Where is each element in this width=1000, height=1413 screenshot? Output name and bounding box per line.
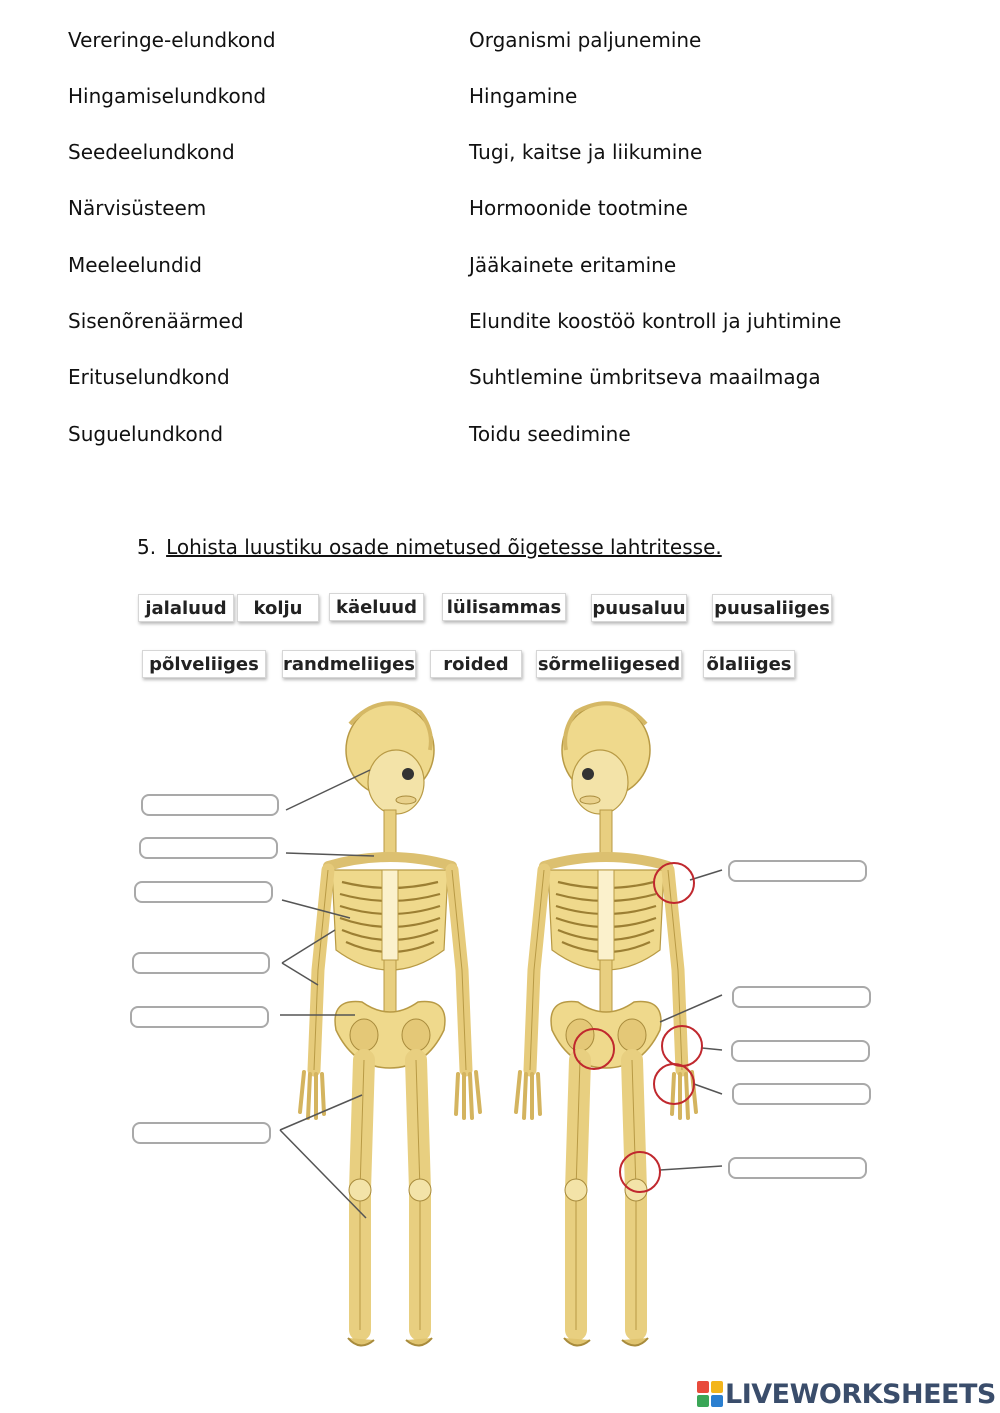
leader-line <box>694 1084 722 1094</box>
liveworksheets-logo <box>697 1378 996 1410</box>
answer-box[interactable] <box>728 1157 867 1179</box>
leader-line <box>280 1095 362 1130</box>
leader-line <box>702 1048 722 1050</box>
answer-box[interactable] <box>132 1122 271 1144</box>
term-item: Erituselundkond <box>68 365 230 389</box>
function-item: Jääkainete eritamine <box>469 253 677 277</box>
skeleton-side <box>516 703 696 1345</box>
answer-box[interactable] <box>732 1083 871 1105</box>
term-item: Suguelundkond <box>68 422 224 446</box>
word-chip[interactable]: roided <box>430 650 522 678</box>
answer-box[interactable] <box>732 986 871 1008</box>
skeleton-front <box>300 703 480 1345</box>
leader-line <box>660 995 722 1022</box>
task-number: 5. <box>137 535 157 559</box>
answer-box[interactable] <box>134 881 273 903</box>
logo-text: LIVEWORKSHEETS <box>725 1378 996 1410</box>
function-item: Tugi, kaitse ja liikumine <box>469 140 703 164</box>
answer-box[interactable] <box>130 1006 269 1028</box>
term-item: Vereringe-elundkond <box>68 28 276 52</box>
word-chip[interactable]: sõrmeliigesed <box>536 650 682 678</box>
leader-line <box>282 930 335 963</box>
function-item: Hormoonide tootmine <box>469 196 688 220</box>
word-chip[interactable]: põlveliiges <box>142 650 266 678</box>
term-item: Meeleelundid <box>68 253 202 277</box>
word-chip[interactable]: õlaliiges <box>703 650 795 678</box>
leader-line <box>660 1166 722 1170</box>
task-instruction: Lohista luustiku osade nimetused õigetesse lahtritesse. <box>166 535 722 559</box>
word-chip[interactable]: jalaluud <box>138 594 234 622</box>
function-item: Suhtlemine ümbritseva maailmaga <box>469 365 821 389</box>
function-item: Toidu seedimine <box>469 422 631 446</box>
word-chip[interactable]: lülisammas <box>442 593 566 621</box>
word-chip[interactable]: käeluud <box>329 593 424 621</box>
word-chip[interactable]: kolju <box>237 594 319 622</box>
word-chip[interactable]: puusaluu <box>591 594 687 622</box>
leader-line <box>286 770 370 810</box>
term-item: Sisenõrenäärmed <box>68 309 244 333</box>
answer-box[interactable] <box>141 794 279 816</box>
word-chip[interactable]: puusaliiges <box>712 594 832 622</box>
function-item: Organismi paljunemine <box>469 28 702 52</box>
function-item: Hingamine <box>469 84 578 108</box>
term-item: Seedeelundkond <box>68 140 235 164</box>
term-item: Hingamiselundkond <box>68 84 267 108</box>
function-item: Elundite koostöö kontroll ja juhtimine <box>469 309 842 333</box>
answer-box[interactable] <box>132 952 270 974</box>
word-chip[interactable]: randmeliiges <box>282 650 416 678</box>
answer-box[interactable] <box>728 860 867 882</box>
logo-mark-icon <box>697 1381 723 1407</box>
answer-box[interactable] <box>731 1040 870 1062</box>
answer-box[interactable] <box>139 837 278 859</box>
term-item: Närvisüsteem <box>68 196 207 220</box>
leader-line <box>690 870 722 880</box>
